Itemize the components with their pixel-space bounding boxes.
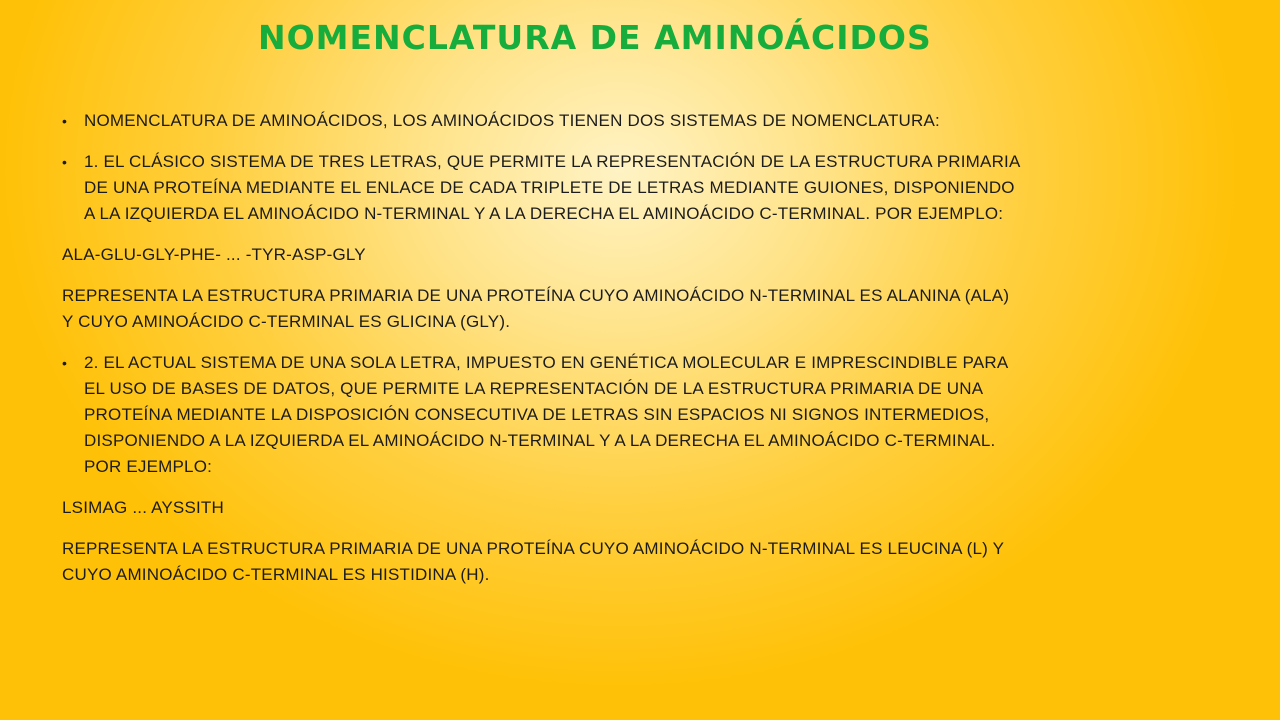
paragraph-text: REPRESENTA LA ESTRUCTURA PRIMARIA DE UNA PROTEÍNA CUYO AMINOÁCIDO N-TERMINAL ES LEUCINA (L) Y CUYO AMINOÁCIDO C-TERMINAL ES HISTIDINA (H). — [62, 539, 1004, 584]
example-sequence: LSIMAG ... AYSSITH — [62, 498, 224, 517]
paragraph-text: REPRESENTA LA ESTRUCTURA PRIMARIA DE UNA PROTEÍNA CUYO AMINOÁCIDO N-TERMINAL ES ALANINA (ALA) Y CUYO AMINOÁCIDO C-TERMINAL ES GLICINA (GLY). — [62, 286, 1010, 331]
slide-content — [62, 108, 1022, 603]
paragraph-text: 1. EL CLÁSICO SISTEMA DE TRES LETRAS, QUE PERMITE LA REPRESENTACIÓN DE LA ESTRUCTURA PRIMARIA DE UNA PROTEÍNA MEDIANTE EL ENLACE DE CADA TRIPLETE DE LETRAS MEDIANTE GUIONES, DISPONIENDO A LA IZQUIERDA EL AMINOÁCIDO N-TERMINAL Y A LA DERECHA EL AMINOÁCIDO C-TERMINAL. POR EJEMPLO: — [84, 152, 1020, 223]
bullet-icon: • — [62, 355, 68, 371]
slide-title: NOMENCLATURA DE AMINOÁCIDOS — [258, 18, 932, 57]
bullet-icon: • — [62, 154, 68, 170]
bullet-paragraph — [62, 108, 1022, 134]
bullet-paragraph — [62, 149, 1022, 227]
paragraph-text: NOMENCLATURA DE AMINOÁCIDOS, LOS AMINOÁCIDOS TIENEN DOS SISTEMAS DE NOMENCLATURA: — [84, 111, 940, 130]
paragraph-text: 2. EL ACTUAL SISTEMA DE UNA SOLA LETRA, IMPUESTO EN GENÉTICA MOLECULAR E IMPRESCINDIBLE PARA EL USO DE BASES DE DATOS, QUE PERMITE LA REPRESENTACIÓN DE LA ESTRUCTURA PRIMARIA DE UNA PROTEÍNA MEDIANTE LA DISPOSICIÓN CONSECUTIVA DE LETRAS SIN ESPACIOS NI SIGNOS INTERMEDIOS, DISPONIENDO A LA IZQUIERDA EL AMINOÁCIDO N-TERMINAL Y A LA DERECHA EL AMINOÁCIDO C-TERMINAL. POR EJEMPLO: — [84, 353, 1008, 476]
example-sequence: ALA-GLU-GLY-PHE- ... -TYR-ASP-GLY — [62, 245, 366, 264]
bullet-paragraph — [62, 350, 1022, 480]
bullet-icon: • — [62, 113, 68, 129]
